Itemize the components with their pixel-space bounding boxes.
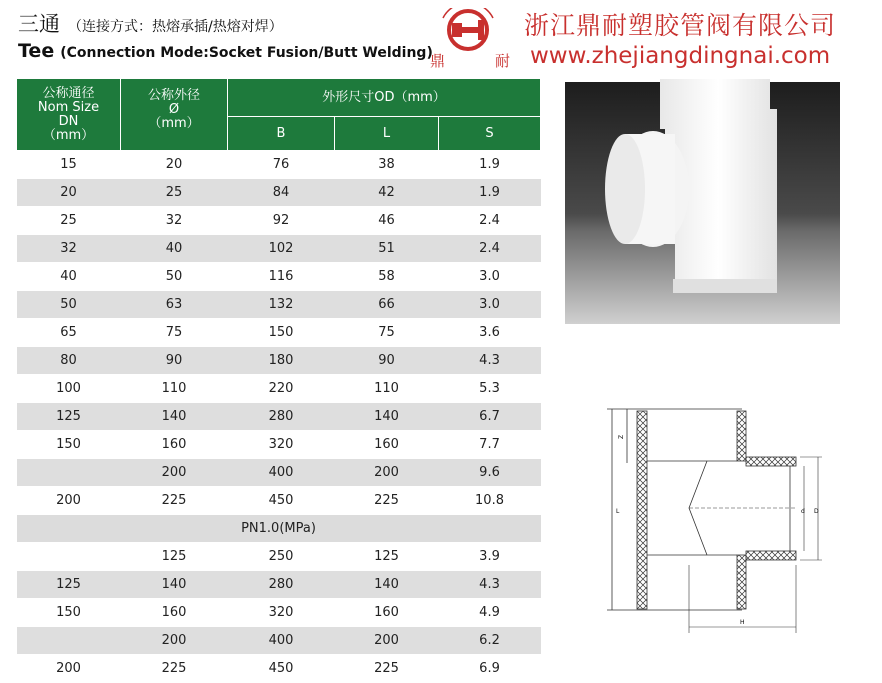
table-cell: 65 <box>17 319 121 347</box>
header-nom-od: 公称外径 Ø （mm） <box>121 79 228 151</box>
table-row <box>17 347 541 375</box>
table-cell: 125 <box>121 543 228 571</box>
table-cell: 75 <box>121 319 228 347</box>
table-row <box>17 179 541 207</box>
label-d-inner: d <box>801 508 805 515</box>
table-cell: 25 <box>121 179 228 207</box>
header-b: B <box>228 117 335 151</box>
table-cell: 20 <box>17 179 121 207</box>
table-cell: 4.3 <box>439 571 541 599</box>
table-row <box>17 571 541 599</box>
page-title-cn <box>18 8 283 38</box>
logo-char-2: 耐 <box>494 52 510 70</box>
table-cell: 140 <box>335 571 439 599</box>
table-cell: 58 <box>335 263 439 291</box>
table-cell: 63 <box>121 291 228 319</box>
table-cell: 32 <box>121 207 228 235</box>
table-cell: 46 <box>335 207 439 235</box>
header-od-group: 外形尺寸OD（mm） <box>228 79 541 117</box>
table-cell: 90 <box>121 347 228 375</box>
table-cell: 84 <box>228 179 335 207</box>
header-nom-size: 公称通径 Nom Size DN （mm） <box>17 79 121 151</box>
table-cell: 7.7 <box>439 431 541 459</box>
table-row <box>17 207 541 235</box>
tee-technical-drawing <box>607 405 837 637</box>
table-cell: 225 <box>121 487 228 515</box>
table-cell: 400 <box>228 459 335 487</box>
table-cell: 3.0 <box>439 291 541 319</box>
logo-chars <box>430 50 510 71</box>
table-cell <box>17 543 121 571</box>
table-cell: 66 <box>335 291 439 319</box>
table-row <box>17 235 541 263</box>
table-cell: 5.3 <box>439 375 541 403</box>
table-cell: 3.6 <box>439 319 541 347</box>
table-cell: 320 <box>228 431 335 459</box>
table-cell: 1.9 <box>439 151 541 179</box>
table-cell: 225 <box>335 655 439 683</box>
table-cell: 3.9 <box>439 543 541 571</box>
table-cell: 2.4 <box>439 235 541 263</box>
table-body <box>17 151 541 683</box>
table-cell: 110 <box>335 375 439 403</box>
table-cell: 450 <box>228 487 335 515</box>
label-d-outer: D <box>814 508 819 515</box>
table-row <box>17 431 541 459</box>
table-cell: 50 <box>17 291 121 319</box>
table-cell: 180 <box>228 347 335 375</box>
table-cell: 6.7 <box>439 403 541 431</box>
table-cell: 50 <box>121 263 228 291</box>
table-cell: 42 <box>335 179 439 207</box>
table-cell: 220 <box>228 375 335 403</box>
table-cell: 3.0 <box>439 263 541 291</box>
table-cell: 2.4 <box>439 207 541 235</box>
tee-spec-table <box>16 78 541 683</box>
title-cn-text: 三通 <box>18 12 60 36</box>
table-cell: 25 <box>17 207 121 235</box>
table-cell: 200 <box>121 459 228 487</box>
table-cell: 140 <box>121 403 228 431</box>
table-cell: 6.9 <box>439 655 541 683</box>
table-cell: 225 <box>121 655 228 683</box>
table-cell: 40 <box>17 263 121 291</box>
table-cell: 80 <box>17 347 121 375</box>
table-cell: 92 <box>228 207 335 235</box>
table-cell: 116 <box>228 263 335 291</box>
table-cell <box>17 627 121 655</box>
table-cell: 150 <box>228 319 335 347</box>
table-row <box>17 627 541 655</box>
table-cell: 280 <box>228 571 335 599</box>
table-cell: 150 <box>17 599 121 627</box>
table-cell: 125 <box>17 403 121 431</box>
company-name: 浙江鼎耐塑胶管阀有限公司 <box>524 11 837 40</box>
table-cell: 15 <box>17 151 121 179</box>
table-row <box>17 151 541 179</box>
table-cell: 140 <box>121 571 228 599</box>
table-cell: 150 <box>17 431 121 459</box>
label-h: H <box>740 619 745 626</box>
table-cell: 225 <box>335 487 439 515</box>
table-cell: 132 <box>228 291 335 319</box>
table-row <box>17 543 541 571</box>
table-cell: 450 <box>228 655 335 683</box>
table-cell: 200 <box>17 655 121 683</box>
logo-char-1: 鼎 <box>430 52 446 70</box>
table-cell: 200 <box>121 627 228 655</box>
table-cell: 1.9 <box>439 179 541 207</box>
table-cell: 200 <box>335 459 439 487</box>
page-title-en <box>18 40 433 62</box>
table-cell: 160 <box>335 599 439 627</box>
table-cell: 51 <box>335 235 439 263</box>
table-row <box>17 263 541 291</box>
table-cell: 160 <box>121 431 228 459</box>
tee-product-photo <box>565 79 840 324</box>
table-cell: 110 <box>121 375 228 403</box>
table-cell: 280 <box>228 403 335 431</box>
header-s: S <box>439 117 541 151</box>
pressure-band-label: PN1.0(MPa) <box>17 515 541 543</box>
table-cell: 160 <box>121 599 228 627</box>
table-cell: 40 <box>121 235 228 263</box>
table-cell: 90 <box>335 347 439 375</box>
table-cell: 250 <box>228 543 335 571</box>
table-row <box>17 375 541 403</box>
pressure-band-row <box>17 515 541 543</box>
table-cell: 200 <box>335 627 439 655</box>
table-row <box>17 403 541 431</box>
table-cell: 20 <box>121 151 228 179</box>
table-cell: 4.9 <box>439 599 541 627</box>
header-l: L <box>335 117 439 151</box>
table-cell: 4.3 <box>439 347 541 375</box>
table-cell: 9.6 <box>439 459 541 487</box>
table-row <box>17 291 541 319</box>
label-z: Z <box>618 434 625 439</box>
table-cell <box>17 459 121 487</box>
table-cell: 102 <box>228 235 335 263</box>
company-website: www.zhejiangdingnai.com <box>530 43 831 69</box>
table-cell: 160 <box>335 431 439 459</box>
table-cell: 320 <box>228 599 335 627</box>
table-row <box>17 599 541 627</box>
label-l: L <box>616 508 620 515</box>
table-cell: 32 <box>17 235 121 263</box>
table-cell: 125 <box>17 571 121 599</box>
table-cell: 400 <box>228 627 335 655</box>
table-cell: 10.8 <box>439 487 541 515</box>
table-cell: 200 <box>17 487 121 515</box>
title-en-text: Tee <box>18 40 55 62</box>
table-cell: 140 <box>335 403 439 431</box>
table-row <box>17 459 541 487</box>
table-cell: 76 <box>228 151 335 179</box>
connection-mode-en: (Connection Mode:Socket Fusion/Butt Welding) <box>60 45 433 61</box>
table-cell: 75 <box>335 319 439 347</box>
table-row <box>17 655 541 683</box>
table-row <box>17 487 541 515</box>
table-cell: 100 <box>17 375 121 403</box>
table-cell: 125 <box>335 543 439 571</box>
connection-mode-cn: （连接方式：热熔承插/热熔对焊） <box>68 19 283 35</box>
table-cell: 6.2 <box>439 627 541 655</box>
table-row <box>17 319 541 347</box>
table-cell: 38 <box>335 151 439 179</box>
